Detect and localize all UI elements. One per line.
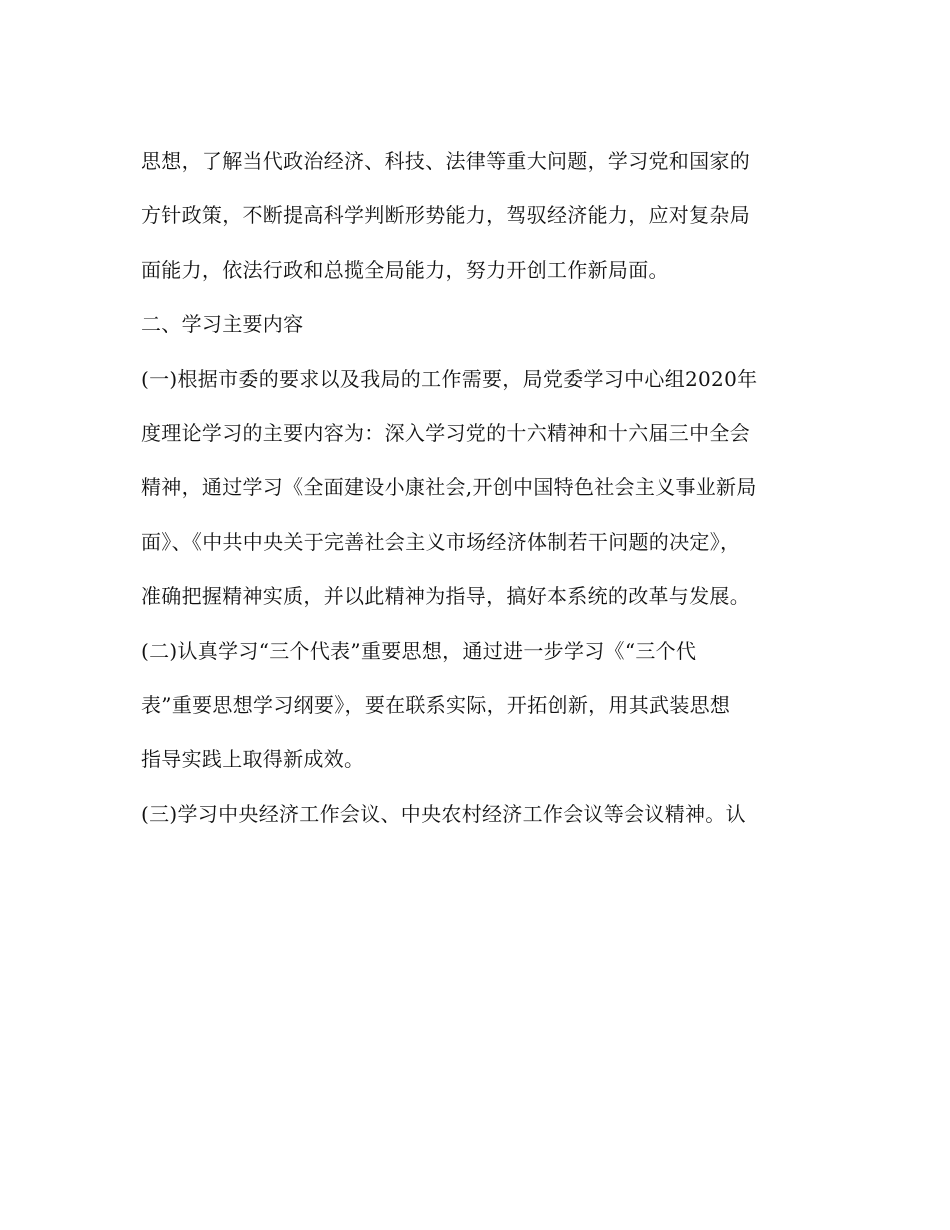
paragraph-line: 面》、《中共中央关于完善社会主义市场经济体制若干问题的决定》， (141, 529, 741, 554)
paragraph-line: (二)认真学习“三个代表”重要思想，通过进一步学习《“三个代 (141, 638, 697, 663)
paragraph-line: 度理论学习的主要内容为：深入学习党的十六精神和十六届三中全会 (141, 420, 750, 445)
paragraph-line: 思想，了解当代政治经济、科技、法律等重大问题，学习党和国家的 (141, 149, 750, 173)
paragraph-line: (一)根据市委的要求以及我局的工作需要，局党委学习中心组2020年 (141, 366, 758, 391)
paragraph-line: 表”重要思想学习纲要》，要在联系实际，开拓创新，用其武装思想 (141, 692, 731, 717)
paragraph-line: 方针政策，不断提高科学判断形势能力，驾驭经济能力，应对复杂局 (141, 203, 750, 228)
document-body (141, 136, 821, 843)
paragraph-line: 面能力，依法行政和总揽全局能力，努力开创工作新局面。 (141, 257, 669, 282)
paragraph-line: (三)学习中央经济工作会议、中央农村经济工作会议等会议精神。认 (141, 801, 746, 826)
paragraph-line: 精神，通过学习《全面建设小康社会,开创中国特色社会主义事业新局 (141, 475, 757, 500)
section-heading: 二、学习主要内容 (141, 312, 304, 337)
paragraph-line: 准确把握精神实质，并以此精神为指导，搞好本系统的改革与发展。 (141, 584, 750, 609)
paragraph-line: 指导实践上取得新成效。 (141, 747, 365, 772)
